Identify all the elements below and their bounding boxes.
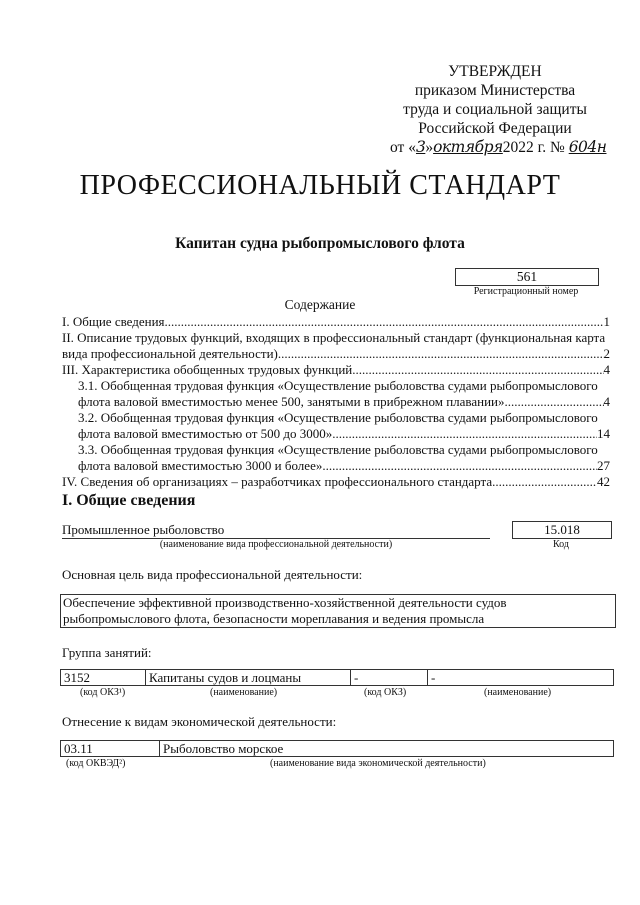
okz-code: 3152 [61,670,146,685]
toc-item-cont[interactable]: вида профессиональной деятельности) ..... 2 [62,346,610,362]
occupation-table [60,669,614,686]
toc-item[interactable]: II. Описание трудовых функций, входящих в профессиональный стандарт (функциональная карта [62,330,606,345]
okved-code: 03.11 [61,741,160,756]
activity-name: Промышленное рыболовство [62,522,490,539]
okz-name-caption: (наименование) [210,687,278,698]
activity-name-label: (наименование вида профессиональной деятельности) [159,539,393,550]
registration-label: Регистрационный номер [473,286,579,297]
toc-heading: Содержание [284,297,356,312]
approval-day: 3 [415,138,426,156]
okz-name: Капитаны судов и лоцманы [146,670,351,685]
toc-item-cont[interactable]: флота валовой вместимостью 3000 и более» ..... 27 [62,458,610,474]
approval-date: от «3»октября2022 г. № 604н [390,138,607,156]
occupation-label: Группа занятий: [62,645,152,660]
goal-box: Обеспечение эффективной производственно-хозяйственной деятельности судов рыбопромыслового флота, безопасности мореплавания и ведения промысла [60,594,616,628]
activity-code: 15.018 [512,521,612,539]
okved-table [60,740,614,757]
okz-code-2: - [351,670,428,685]
goal-label: Основная цель вида профессиональной деятельности: [62,567,363,582]
okz-name-2-caption: (наименование) [484,687,552,698]
toc-item[interactable]: I. Общие сведения ..... 1 [62,314,610,330]
toc-item[interactable]: 3.2. Обобщенная трудовая функция «Осуществление рыболовства судами рыбопромыслового [78,410,598,425]
economic-label: Отнесение к видам экономической деятельности: [62,714,337,729]
okz-code-caption: (код ОКЗ¹) [80,687,126,698]
toc-item[interactable]: 3.1. Обобщенная трудовая функция «Осуществление рыболовства судами рыбопромыслового [78,378,598,393]
approval-line1: УТВЕРЖДЕН [448,63,542,80]
approval-line4: Российской Федерации [418,120,572,137]
page-title: ПРОФЕССИОНАЛЬНЫЙ СТАНДАРТ [79,170,561,201]
okz-code-2-caption: (код ОКЗ) [364,687,407,698]
approval-line3: труда и социальной защиты [403,101,587,118]
order-number: 604н [568,138,607,156]
toc-item[interactable]: 3.3. Обобщенная трудовая функция «Осуществление рыболовства судами рыбопромыслового [78,442,598,457]
approval-line2: приказом Министерства [414,82,576,99]
toc-list [62,314,610,490]
toc-item[interactable]: III. Характеристика обобщенных трудовых функций ..... 4 [62,362,610,378]
okved-code-caption: (код ОКВЭД²) [66,758,126,769]
toc-item-cont[interactable]: флота валовой вместимостью менее 500, занятыми в прибрежном плавании» ..... 4 [62,394,610,410]
section-heading: I. Общие сведения [62,492,196,509]
activity-code-label: Код [553,539,569,550]
okz-name-2: - [431,670,436,685]
standard-name: Капитан судна рыбопромыслового флота [175,235,465,252]
toc-item-cont[interactable]: флота валовой вместимостью от 500 до 3000» ..... 14 [62,426,610,442]
approval-month: октября [433,138,503,156]
okved-name: Рыболовство морское [163,741,284,756]
toc-item[interactable]: IV. Сведения об организациях – разработчиках профессионального стандарта ..... 42 [62,474,610,490]
registration-number: 561 [455,268,599,286]
approval-block [390,62,607,157]
okved-name-caption: (наименование вида экономической деятельности) [270,758,486,769]
